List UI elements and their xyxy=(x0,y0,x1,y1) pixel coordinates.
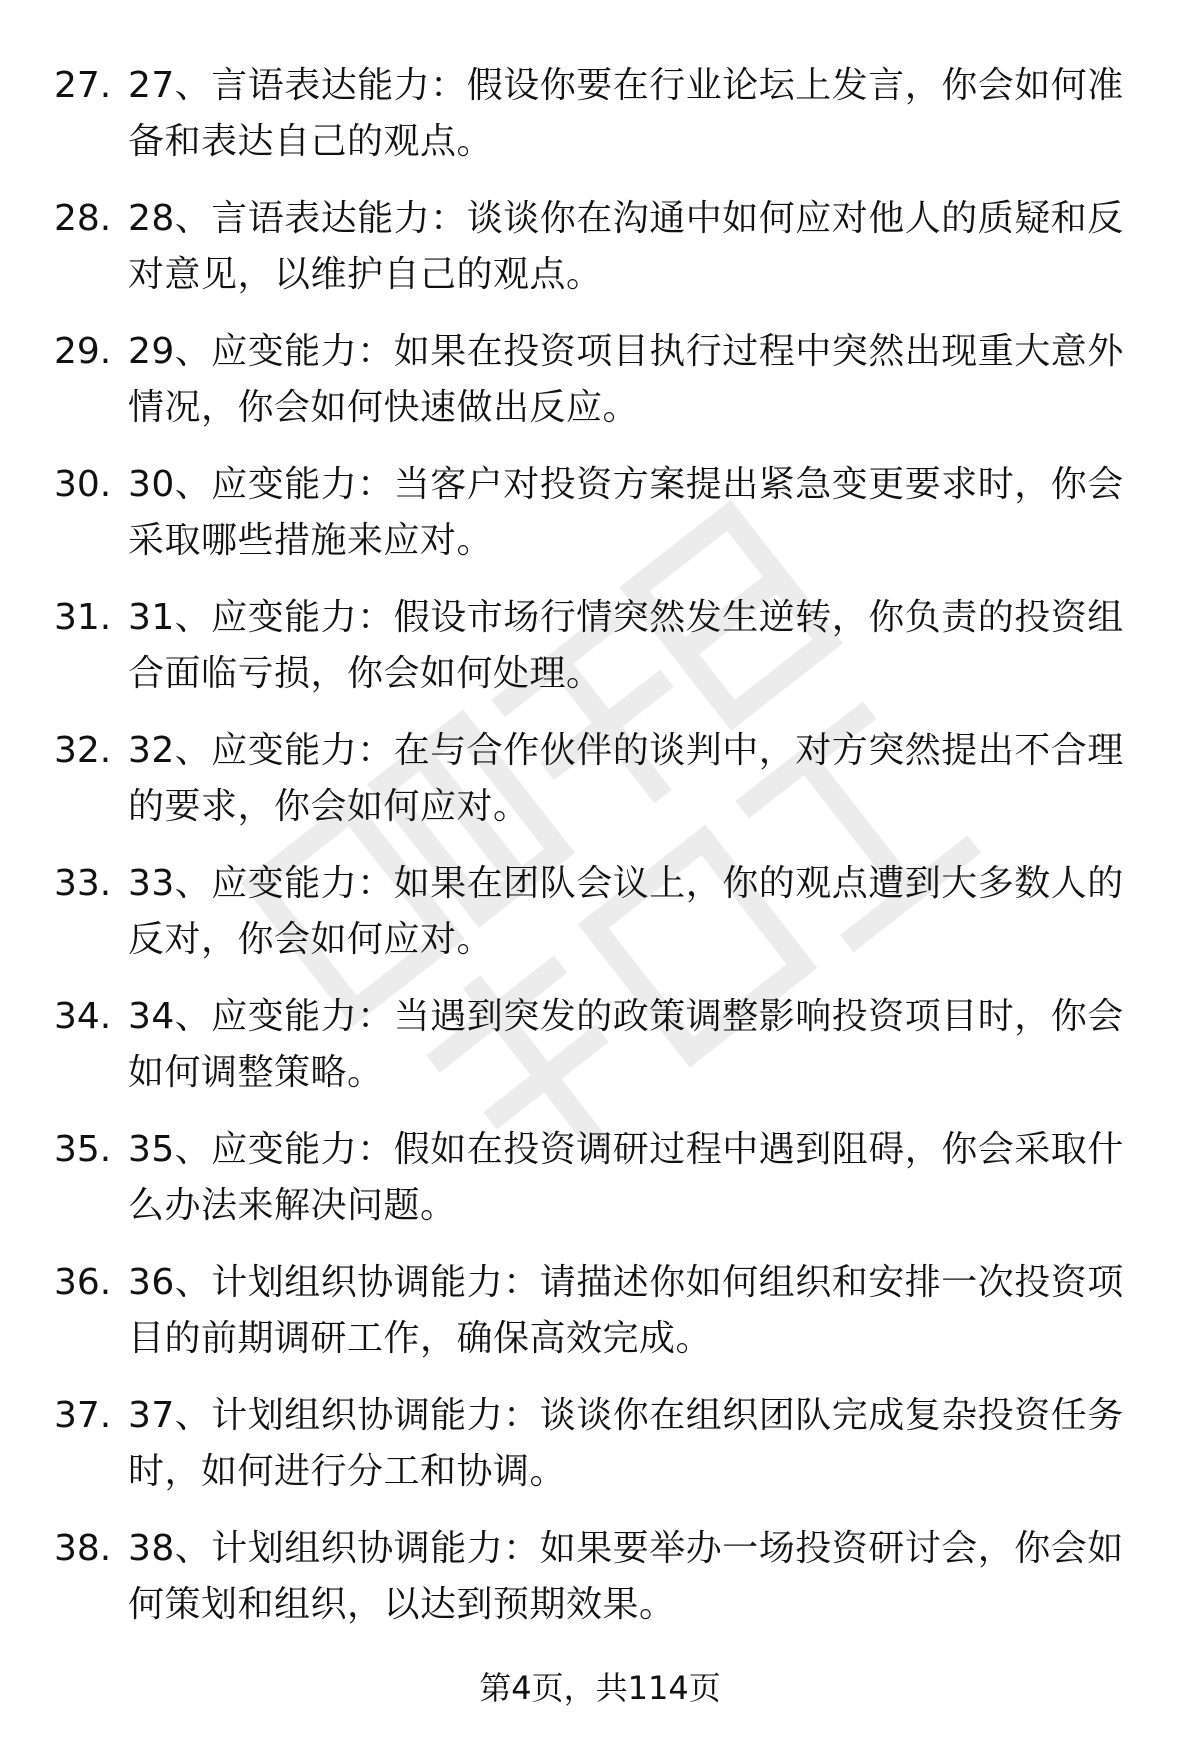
list-item xyxy=(0,723,1200,856)
question-number: 33. xyxy=(54,863,112,904)
list-item xyxy=(0,191,1200,324)
list-item xyxy=(0,324,1200,457)
question-number: 30. xyxy=(54,464,112,505)
list-item xyxy=(0,1388,1200,1521)
list-item xyxy=(0,1255,1200,1388)
question-number: 32. xyxy=(54,730,112,771)
question-text: 32、应变能力：在与合作伙伴的谈判中，对方突然提出不合理的要求，你会如何应对。 xyxy=(128,730,1124,827)
question-number: 37. xyxy=(54,1395,112,1436)
question-text: 31、应变能力：假设市场行情突然发生逆转，你负责的投资组合面临亏损，你会如何处理。 xyxy=(128,597,1124,694)
list-item xyxy=(0,856,1200,989)
question-list xyxy=(0,58,1200,1654)
question-number: 34. xyxy=(54,996,112,1037)
question-text: 37、计划组织协调能力：谈谈你在组织团队完成复杂投资任务时，如何进行分工和协调。 xyxy=(128,1395,1124,1492)
question-text: 36、计划组织协调能力：请描述你如何组织和安排一次投资项目的前期调研工作，确保高效完成。 xyxy=(128,1262,1124,1359)
list-item xyxy=(0,457,1200,590)
list-item xyxy=(0,1521,1200,1654)
question-text: 35、应变能力：假如在投资调研过程中遇到阻碍，你会采取什么办法来解决问题。 xyxy=(128,1129,1124,1226)
question-number: 31. xyxy=(54,597,112,638)
question-text: 38、计划组织协调能力：如果要举办一场投资研讨会，你会如何策划和组织，以达到预期效果。 xyxy=(128,1528,1124,1625)
page-footer: 第4页，共114页 xyxy=(479,1669,721,1707)
question-number: 27. xyxy=(54,65,112,106)
list-item xyxy=(0,989,1200,1122)
question-number: 38. xyxy=(54,1528,112,1569)
question-text: 28、言语表达能力：谈谈你在沟通中如何应对他人的质疑和反对意见，以维护自己的观点。 xyxy=(128,198,1124,295)
question-text: 33、应变能力：如果在团队会议上，你的观点遭到大多数人的反对，你会如何应对。 xyxy=(128,863,1124,960)
list-item xyxy=(0,590,1200,723)
question-number: 35. xyxy=(54,1129,112,1170)
list-item xyxy=(0,58,1200,191)
question-text: 29、应变能力：如果在投资项目执行过程中突然出现重大意外情况，你会如何快速做出反应。 xyxy=(128,331,1124,428)
question-text: 34、应变能力：当遇到突发的政策调整影响投资项目时，你会如何调整策略。 xyxy=(128,996,1124,1093)
question-number: 36. xyxy=(54,1262,112,1303)
question-number: 29. xyxy=(54,331,112,372)
question-text: 27、言语表达能力：假设你要在行业论坛上发言，你会如何准备和表达自己的观点。 xyxy=(128,65,1124,162)
question-number: 28. xyxy=(54,198,112,239)
question-text: 30、应变能力：当客户对投资方案提出紧急变更要求时，你会采取哪些措施来应对。 xyxy=(128,464,1124,561)
list-item xyxy=(0,1122,1200,1255)
